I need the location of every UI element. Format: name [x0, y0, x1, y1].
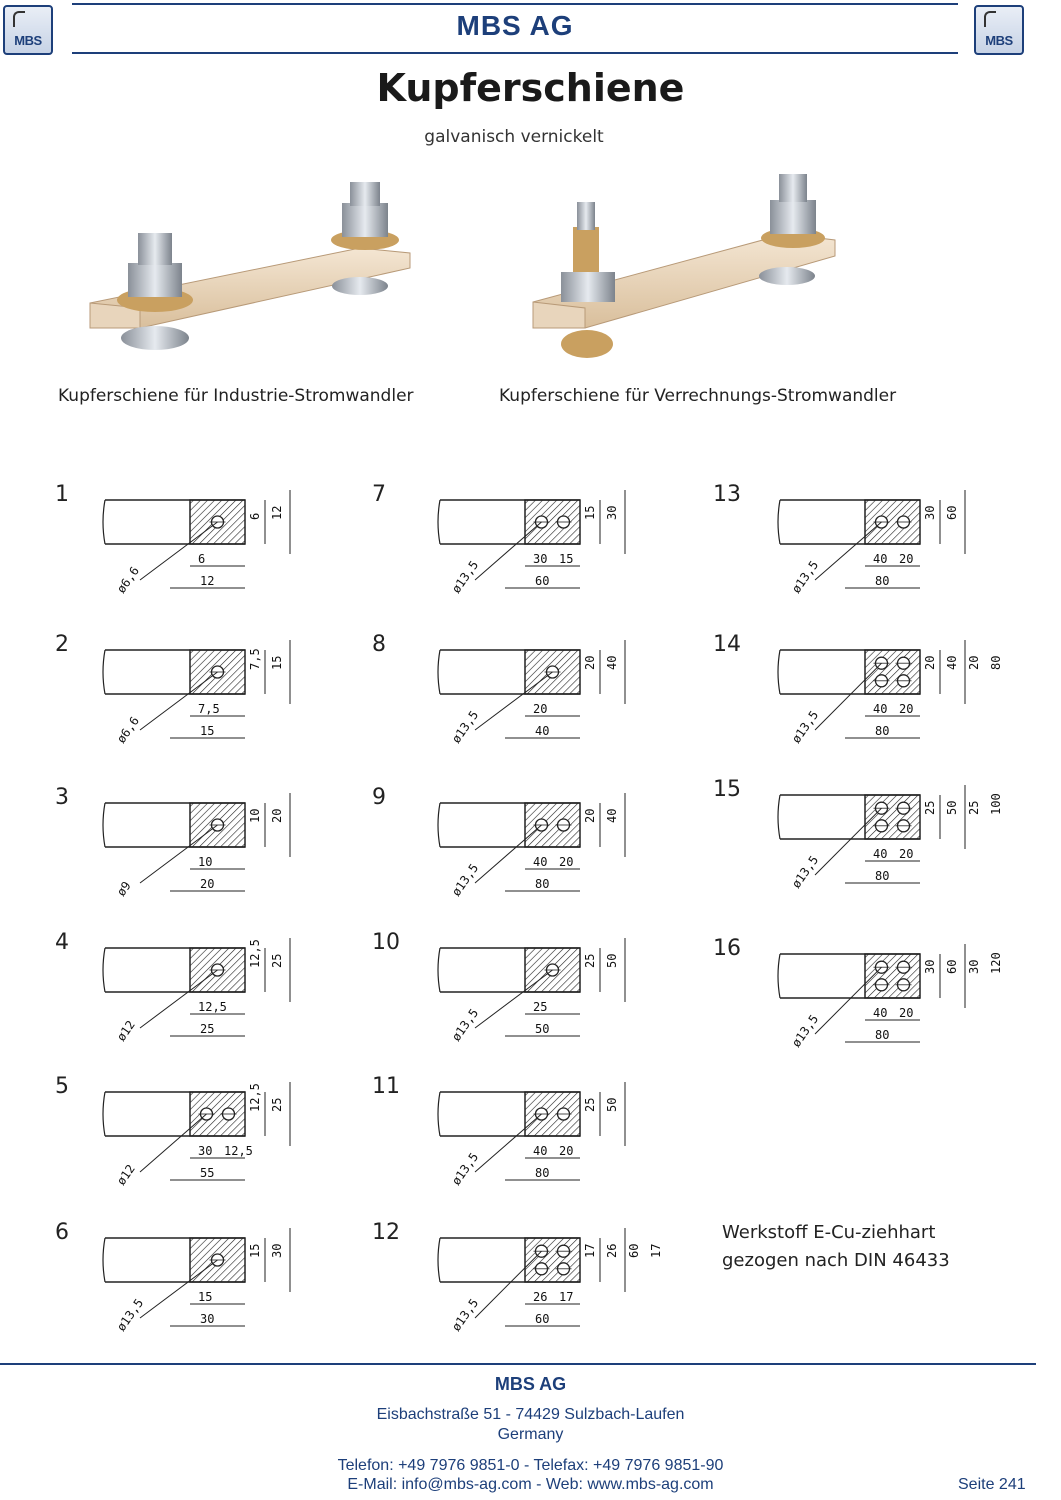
- dimension-label: 40: [605, 808, 619, 823]
- hatched-end: [525, 1092, 580, 1136]
- dimension-label: 80: [875, 574, 890, 588]
- drawing-4: [95, 926, 325, 1046]
- drawing-16: [770, 932, 1003, 1052]
- dimension-label: 25: [583, 1097, 597, 1112]
- dimension-label: 120: [989, 952, 1003, 974]
- dimension-label: 80: [875, 724, 890, 738]
- diameter-leader: [140, 1114, 207, 1172]
- mbs-logo-right: MBS: [974, 5, 1024, 55]
- dimension-label: 20: [923, 655, 937, 670]
- dimension-label: 25: [270, 1097, 284, 1112]
- dimension-label: 10: [198, 855, 213, 869]
- dimension-label: 17: [649, 1243, 663, 1258]
- dimension-label: 100: [989, 793, 1003, 815]
- dimension-label: 50: [945, 800, 959, 815]
- bar-break: [438, 500, 440, 544]
- dimension-label: 7,5: [248, 648, 262, 670]
- footer-rule: [0, 1363, 1036, 1365]
- dimension-label: 30: [923, 505, 937, 520]
- dimension-label: ø13,5: [448, 1296, 482, 1334]
- bar-break: [438, 1238, 440, 1282]
- diameter-leader: [815, 663, 882, 730]
- bar-break: [103, 1238, 105, 1282]
- dimension-label: ø12: [113, 1161, 138, 1188]
- drawing-number-5: 5: [55, 1074, 69, 1099]
- dimension-label: ø13,5: [448, 558, 482, 596]
- dimension-label: ø12: [113, 1017, 138, 1044]
- drawing-1: [95, 478, 325, 598]
- hatched-end: [525, 500, 580, 544]
- drawing-number-15: 15: [713, 777, 741, 802]
- dimension-label: ø13,5: [448, 861, 482, 899]
- drawing-15: [770, 773, 1003, 893]
- bar-break: [778, 500, 780, 544]
- footer-email: E-Mail: info@mbs-ag.com - Web: www.mbs-ag.com: [347, 1476, 714, 1493]
- dimension-label: 15: [559, 552, 574, 566]
- dimension-label: 30: [270, 1243, 284, 1258]
- dimension-label: 40: [605, 655, 619, 670]
- page-number: Seite 241: [958, 1476, 1026, 1493]
- diameter-leader: [815, 522, 882, 580]
- dimension-label: 20: [533, 702, 548, 716]
- hatched-end: [190, 1092, 245, 1136]
- drawing-5: [95, 1070, 325, 1190]
- drawing-number-8: 8: [372, 632, 386, 657]
- dimension-label: ø6,6: [113, 714, 143, 746]
- drawing-number-7: 7: [372, 482, 386, 507]
- dimension-label: 26: [533, 1290, 548, 1304]
- bar-break: [103, 948, 105, 992]
- bar-break: [438, 650, 440, 694]
- dimension-label: 15: [270, 655, 284, 670]
- drawing-2: [95, 628, 325, 748]
- footer-company: MBS AG: [494, 1374, 567, 1394]
- dimension-label: 25: [200, 1022, 215, 1036]
- dimension-label: 12,5: [198, 1000, 227, 1014]
- caption-verrechnungs: Kupferschiene für Verrechnungs-Stromwandler: [499, 386, 897, 406]
- dimension-label: 40: [873, 702, 888, 716]
- bar-break: [103, 650, 105, 694]
- dimension-label: 20: [899, 847, 914, 861]
- dimension-label: 80: [875, 1028, 890, 1042]
- footer-country: Germany: [497, 1426, 564, 1443]
- drawing-3: [95, 781, 325, 901]
- drawing-number-13: 13: [713, 482, 741, 507]
- diameter-leader: [475, 522, 542, 580]
- dimension-label: 12: [270, 505, 284, 520]
- header-rule-bottom: [72, 52, 958, 54]
- drawing-number-9: 9: [372, 785, 386, 810]
- diameter-leader: [140, 970, 218, 1028]
- diameter-leader: [815, 808, 882, 875]
- dimension-label: 25: [967, 800, 981, 815]
- bar-break: [778, 650, 780, 694]
- dimension-label: 20: [200, 877, 215, 891]
- bar-break: [438, 1092, 440, 1136]
- dimension-label: 20: [583, 655, 597, 670]
- dimension-label: 80: [875, 869, 890, 883]
- diameter-leader: [140, 825, 218, 883]
- photo-industrie-busbar: [80, 178, 430, 368]
- logo-figure-icon: [984, 11, 996, 27]
- diameter-leader: [140, 672, 218, 730]
- hatched-end: [865, 500, 920, 544]
- page-subtitle: galvanisch vernickelt: [424, 127, 604, 147]
- dimension-label: ø13,5: [788, 708, 822, 746]
- drawing-6: [95, 1216, 325, 1336]
- bar-break: [438, 948, 440, 992]
- dimension-label: 30: [200, 1312, 215, 1326]
- dimension-label: ø13,5: [448, 708, 482, 746]
- dimension-label: 60: [945, 959, 959, 974]
- dimension-label: ø13,5: [448, 1006, 482, 1044]
- dimension-label: 20: [899, 1006, 914, 1020]
- dimension-label: 30: [198, 1144, 213, 1158]
- dimension-label: 30: [533, 552, 548, 566]
- dimension-label: ø6,6: [113, 564, 143, 596]
- dimension-label: 10: [248, 808, 262, 823]
- drawing-number-11: 11: [372, 1074, 400, 1099]
- dimension-label: 80: [535, 877, 550, 891]
- dimension-label: 60: [627, 1243, 641, 1258]
- drawing-7: [430, 478, 660, 598]
- dimension-label: 20: [967, 655, 981, 670]
- dimension-label: 30: [605, 505, 619, 520]
- drawing-number-16: 16: [713, 936, 741, 961]
- dimension-label: 17: [559, 1290, 574, 1304]
- dimension-label: 12: [200, 574, 215, 588]
- dimension-label: ø13,5: [788, 558, 822, 596]
- footer-phone: Telefon: +49 7976 9851-0 - Telefax: +49 7976 9851-90: [337, 1457, 724, 1474]
- dimension-label: 25: [270, 953, 284, 968]
- header-rule-top: [72, 3, 958, 5]
- bar-break: [103, 1092, 105, 1136]
- material-line-2: gezogen nach DIN 46433: [722, 1250, 950, 1271]
- dimension-label: ø13,5: [788, 853, 822, 891]
- dimension-label: 60: [945, 505, 959, 520]
- logo-figure-icon: [13, 11, 25, 27]
- dimension-label: 20: [899, 702, 914, 716]
- mbs-logo-left: MBS: [3, 5, 53, 55]
- material-line-1: Werkstoff E-Cu-ziehhart: [722, 1222, 936, 1243]
- drawing-number-10: 10: [372, 930, 400, 955]
- dimension-label: 30: [967, 959, 981, 974]
- dimension-label: 55: [200, 1166, 215, 1180]
- dimension-label: 12,5: [248, 939, 262, 968]
- dimension-label: 15: [200, 724, 215, 738]
- diameter-leader: [475, 825, 542, 883]
- dimension-label: 26: [605, 1243, 619, 1258]
- page-title: Kupferschiene: [376, 66, 685, 110]
- dimension-label: 20: [559, 1144, 574, 1158]
- drawing-number-3: 3: [55, 785, 69, 810]
- dimension-label: ø13,5: [113, 1296, 147, 1334]
- bar-break: [103, 803, 105, 847]
- dimension-label: 15: [198, 1290, 213, 1304]
- dimension-label: 40: [945, 655, 959, 670]
- dimension-label: 12,5: [248, 1083, 262, 1112]
- dimension-label: 60: [535, 1312, 550, 1326]
- dimension-label: 30: [923, 959, 937, 974]
- bar-break: [438, 803, 440, 847]
- caption-industrie: Kupferschiene für Industrie-Stromwandler: [58, 386, 414, 406]
- diameter-leader: [140, 1260, 218, 1318]
- dimension-label: 20: [583, 808, 597, 823]
- dimension-label: 15: [248, 1243, 262, 1258]
- dimension-label: 17: [583, 1243, 597, 1258]
- dimension-label: 25: [923, 800, 937, 815]
- bar-break: [103, 500, 105, 544]
- dimension-label: 40: [873, 847, 888, 861]
- drawing-12: [430, 1216, 663, 1336]
- dimension-label: 40: [535, 724, 550, 738]
- diameter-leader: [475, 672, 553, 730]
- diameter-leader: [140, 522, 218, 580]
- footer-address: Eisbachstraße 51 - 74429 Sulzbach-Laufen: [376, 1406, 685, 1423]
- dimension-label: 50: [605, 1097, 619, 1112]
- photo-verrechnungs-busbar: [525, 172, 845, 368]
- dimension-label: 80: [989, 655, 1003, 670]
- drawing-number-6: 6: [55, 1220, 69, 1245]
- diameter-leader: [475, 970, 553, 1028]
- drawing-8: [430, 628, 660, 748]
- bar-break: [778, 954, 780, 998]
- dimension-label: ø13,5: [788, 1012, 822, 1050]
- diameter-leader: [815, 967, 882, 1034]
- dimension-label: 20: [270, 808, 284, 823]
- dimension-label: 25: [533, 1000, 548, 1014]
- dimension-label: 7,5: [198, 702, 220, 716]
- diameter-leader: [475, 1251, 542, 1318]
- dimension-label: 40: [873, 552, 888, 566]
- dimension-label: 6: [248, 512, 262, 520]
- dimension-label: 40: [533, 855, 548, 869]
- dimension-label: 40: [533, 1144, 548, 1158]
- dimension-label: 15: [583, 505, 597, 520]
- drawing-9: [430, 781, 660, 901]
- drawing-10: [430, 926, 660, 1046]
- diameter-leader: [475, 1114, 542, 1172]
- hatched-end: [525, 803, 580, 847]
- bar-break: [778, 795, 780, 839]
- header-brand: MBS AG: [456, 10, 574, 41]
- drawing-number-1: 1: [55, 482, 69, 507]
- dimension-label: 20: [559, 855, 574, 869]
- drawing-14: [770, 628, 1003, 748]
- dimension-label: 50: [535, 1022, 550, 1036]
- dimension-label: 25: [583, 953, 597, 968]
- dimension-label: 80: [535, 1166, 550, 1180]
- dimension-label: ø9: [113, 878, 134, 899]
- dimension-label: 40: [873, 1006, 888, 1020]
- drawing-13: [770, 478, 1000, 598]
- dimension-label: 12,5: [224, 1144, 253, 1158]
- dimension-label: 50: [605, 953, 619, 968]
- drawing-number-4: 4: [55, 930, 69, 955]
- drawing-11: [430, 1070, 660, 1190]
- dimension-label: ø13,5: [448, 1150, 482, 1188]
- dimension-label: 6: [198, 552, 206, 566]
- dimension-label: 60: [535, 574, 550, 588]
- drawing-number-2: 2: [55, 632, 69, 657]
- drawing-number-14: 14: [713, 632, 741, 657]
- dimension-label: 20: [899, 552, 914, 566]
- drawing-number-12: 12: [372, 1220, 400, 1245]
